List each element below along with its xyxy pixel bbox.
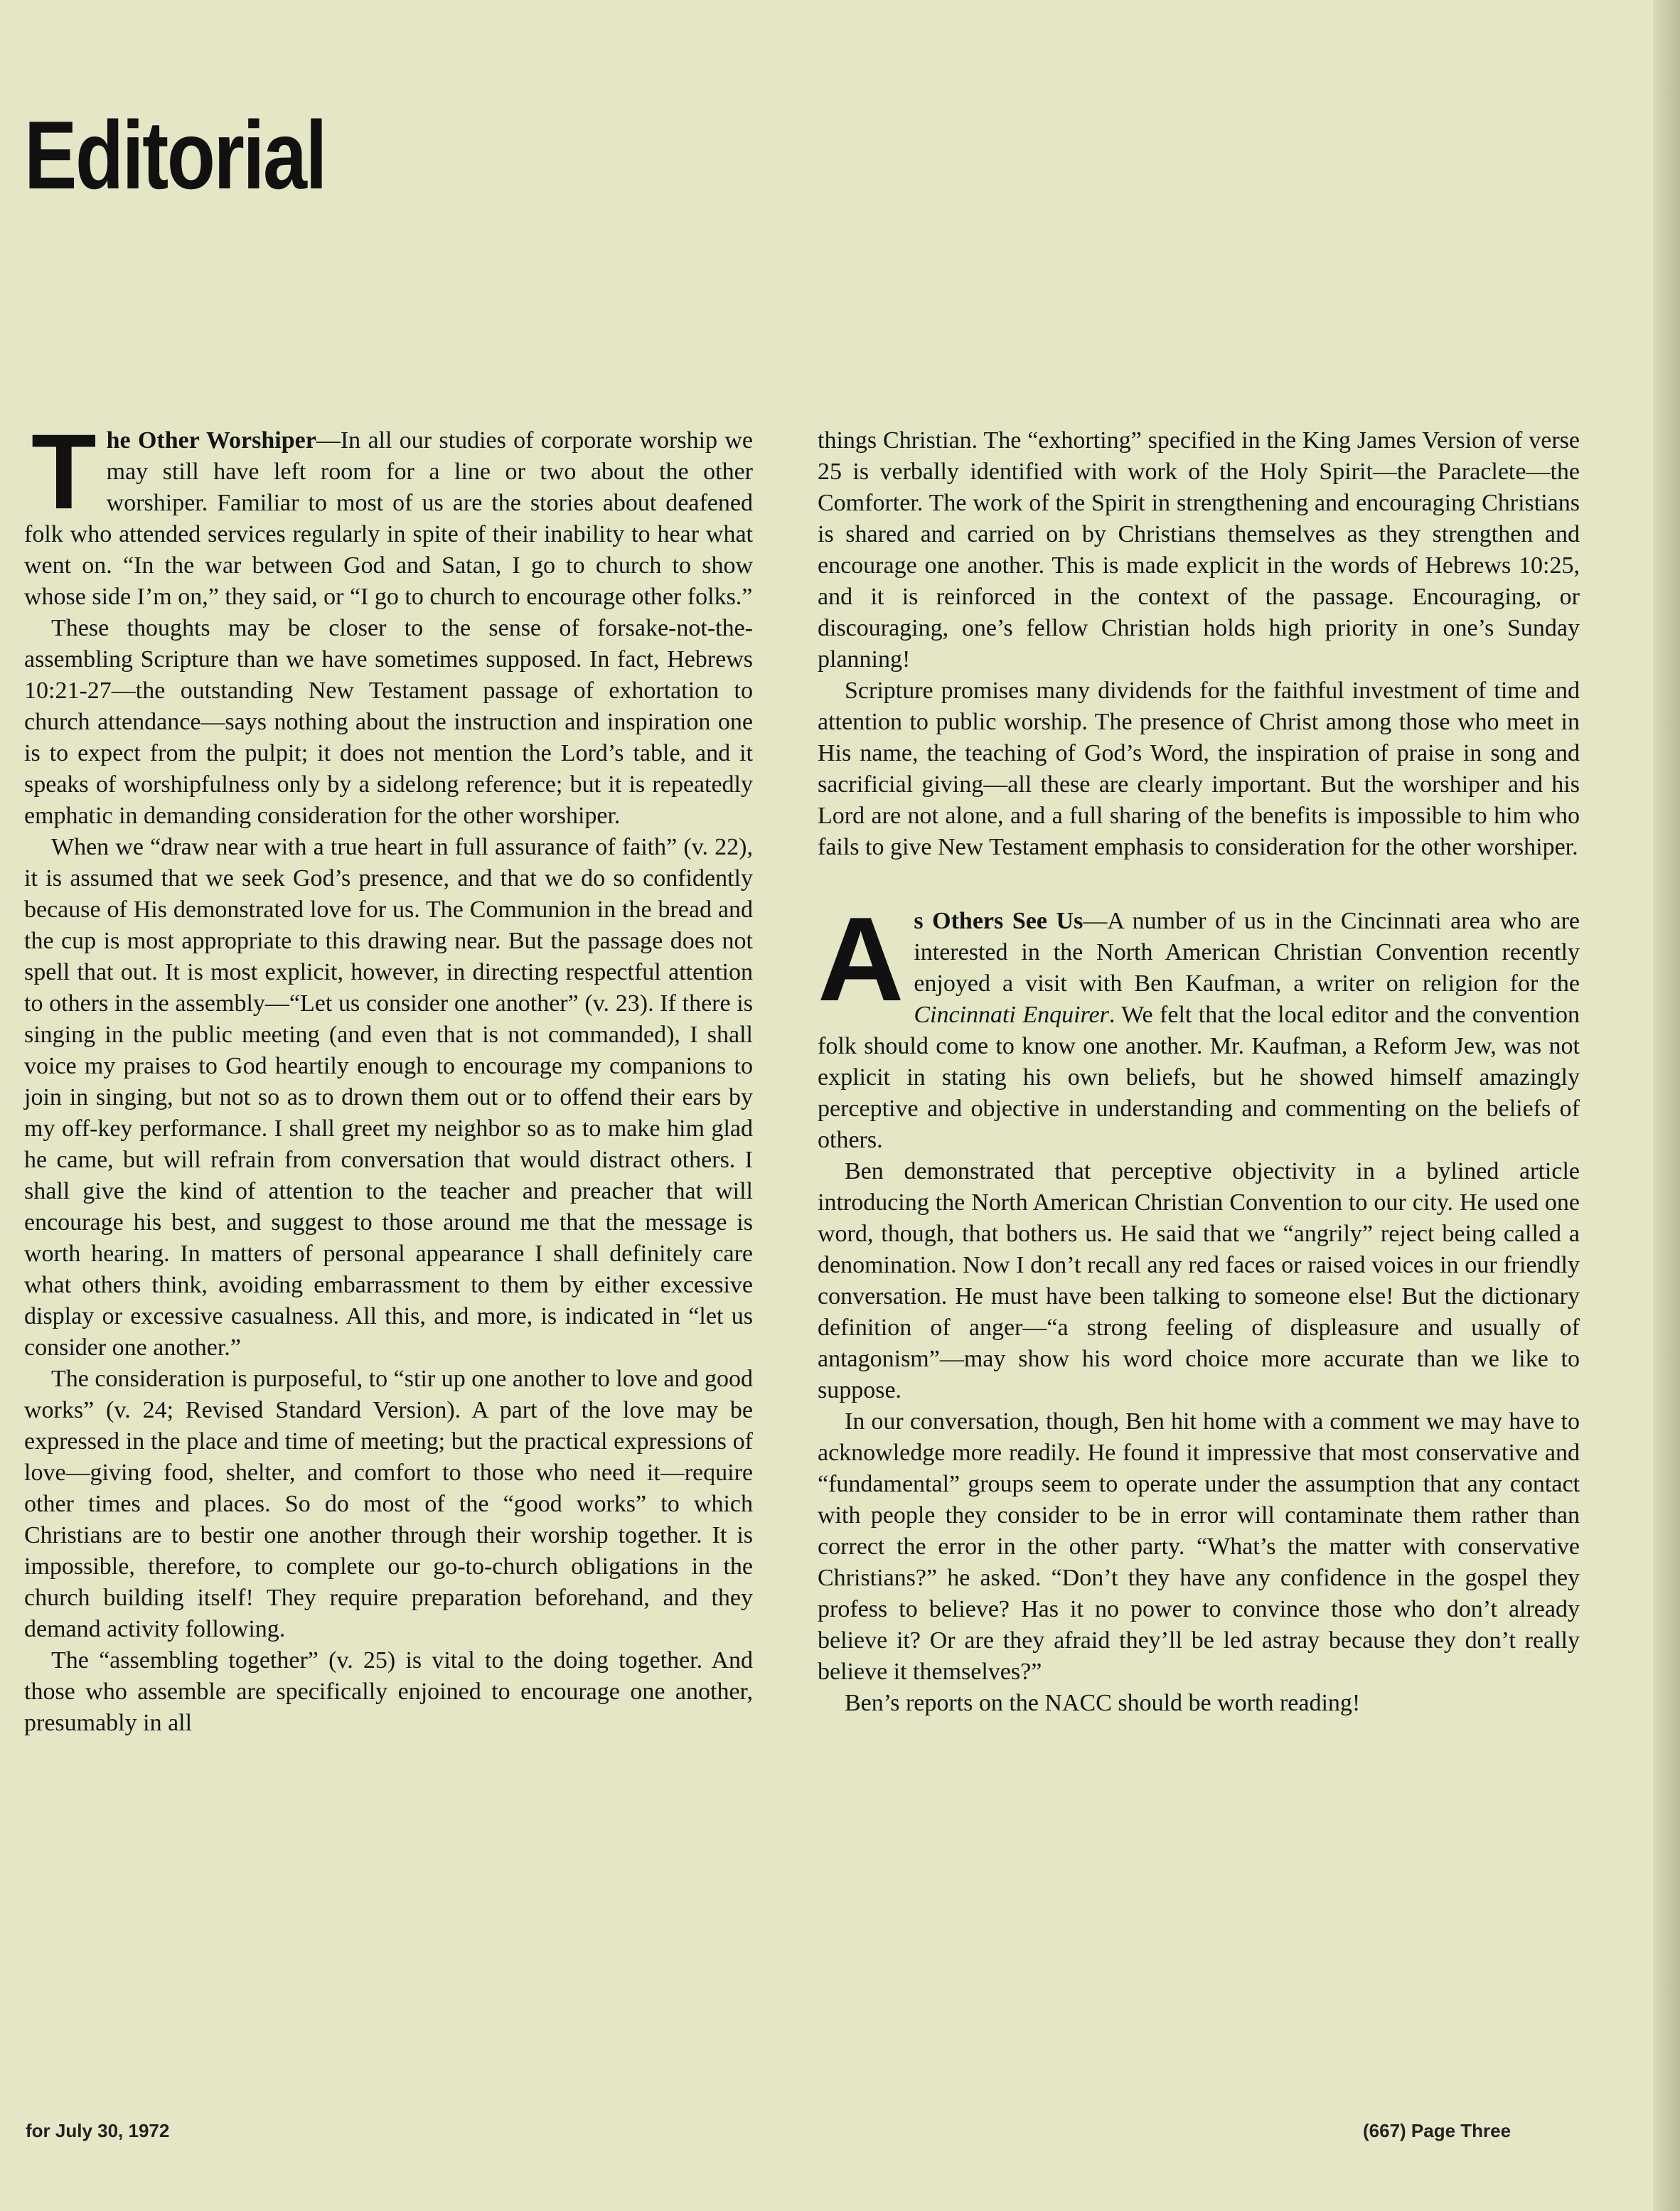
- body-paragraph: things Christian. The “exhorting” specified in the King James Version of verse 25 is verbally identified with work of the Holy Spirit—the Paraclete—the Comforter. The work of the Spirit in strengthening and encouraging Christians is shared and carried on by Christians themselves as they strengthen and encourage one another. This is made explicit in the words of Hebrews 10:25, and it is reinforced in the context of the passage. Encouraging, or discouraging, one’s fellow Christian holds high priority in one’s Sunday planning!: [818, 427, 1580, 673]
- section-others-see-us-lead: [818, 892, 1580, 1156]
- body-paragraph: Ben demonstrated that perceptive objectivity in a bylined article introducing the North American Christian Convention to our city. He used one word, though, that bothers us. He said that we “angrily” reject being called a denomination. Now I don’t recall any red faces or raised voices in our friendly conversation. He must have been talking to someone else! But the dictionary definition of anger—“a strong feeling of displeasure and usually of antagonism”—may show his word choice more accurate than we like to suppose.: [818, 1158, 1580, 1403]
- right-column: [818, 425, 1580, 1719]
- drop-cap-a: A: [818, 892, 904, 1026]
- section-other-worshiper-lead: [24, 412, 753, 613]
- body-paragraph: Ben’s reports on the NACC should be worth reading!: [845, 1690, 1361, 1716]
- section-title-others-see-us: s Others See Us: [914, 908, 1084, 934]
- section-divider-space: [818, 863, 1580, 906]
- footer-page-number: (667) Page Three: [1363, 2120, 1512, 2141]
- drop-cap-t: T: [31, 412, 97, 531]
- newspaper-name: Cincinnati Enquirer: [914, 1002, 1109, 1028]
- body-paragraph: These thoughts may be closer to the sense of forsake-not-the-assembling Scripture than we have sometimes supposed. In fact, Hebrews 10:21-27—the outstanding New Testament passage of exhortation to church attendance—says nothing about the instruction and inspiration one is to expect from the pulpit; it does not mention the Lord’s table, and it speaks of worshipfulness only by a sidelong reference; but it is repeatedly emphatic in demanding consideration for the other worshiper.: [24, 615, 753, 829]
- section-lead-text: —A number of us in the Cincinnati area who are interested in the North American Christian Convention recently enjoyed a visit with Ben Kaufman, a writer on religion for the: [914, 908, 1580, 997]
- body-paragraph: In our conversation, though, Ben hit home with a comment we may have to acknowledge more readily. He found it impressive that most conservative and “fundamental” groups seem to operate under the assumption that any contact with people they consider to be in error will contaminate them rather than correct the error in the other party. “What’s the matter with conservative Christians?” he asked. “Don’t they have any confidence in the gospel they profess to believe? Has it no power to convince those who don’t already believe it? Or are they afraid they’ll be led astray because they don’t really believe it themselves?”: [818, 1408, 1580, 1685]
- page-title: Editorial: [24, 101, 326, 209]
- section-lead-text: —In all our studies of corporate worship we may still have left room for a line or two about the other worshiper. Familiar to most of us are the stories about deafened folk who attended services regularly in spite of their inability to hear what went on. “In the war between God and Satan, I go to church to show whose side I’m on,” they said, or “I go to church to encourage other folks.”: [24, 427, 753, 610]
- body-paragraph: When we “draw near with a true heart in full assurance of faith” (v. 22), it is assumed that we seek God’s presence, and that we do so confidently because of His demonstrated love for us. The Communion in the bread and the cup is most appropriate to this drawing near. But the passage does not spell that out. It is most explicit, however, in directing respectful attention to others in the assembly—“Let us consider one another” (v. 23). If there is singing in the public meeting (and even that is not commanded), I shall voice my praises to God heartily enough to encourage my companions to join in singing, but not so as to drown them out or to offend their ears by my off-key performance. I shall greet my neighbor so as to make him glad he came, but will refrain from conversation that would distract others. I shall give the kind of attention to the teacher and preacher that will encourage his best, and suggest to those around me that the message is worth hearing. In matters of personal appearance I shall definitely care what others think, avoiding embarrassment to them by either excessive display or excessive casualness. All this, and more, is indicated in “let us consider one another.”: [24, 834, 753, 1361]
- left-column: [24, 412, 753, 1739]
- page-spine-shadow: [1653, 0, 1680, 2211]
- body-paragraph: The consideration is purposeful, to “stir up one another to love and good works” (v. 24; Revised Standard Version). A part of the love may be expressed in the place and time of meeting; but the practical expressions of love—giving food, shelter, and comfort to those who need it—require other times and places. So do most of the “good works” to which Christians are to bestir one another through their worship together. It is impossible, therefore, to complete our go-to-church obligations in the church building itself! They require preparation beforehand, and they demand activity following.: [24, 1366, 753, 1642]
- footer-issue-date: for July 30, 1972: [26, 2120, 170, 2141]
- section-lead-text-cont: . We felt that the local editor and the convention folk should come to know one another. Mr. Kaufman, a Reform Jew, was not explicit in stating his own beliefs, but he showed himself amazingly perceptive and objective in understanding and commenting on the beliefs of others.: [818, 1002, 1580, 1153]
- section-title-other-worshiper: he Other Worshiper: [106, 427, 316, 454]
- body-paragraph: Scripture promises many dividends for the faithful investment of time and attention to public worship. The presence of Christ among those who meet in His name, the teaching of God’s Word, the inspiration of praise in song and sacrificial giving—all these are clearly important. But the worshiper and his Lord are not alone, and a full sharing of the benefits is impossible to him who fails to give New Testament emphasis to consideration for the other worshiper.: [818, 678, 1580, 860]
- body-paragraph: The “assembling together” (v. 25) is vital to the doing together. And those who assemble are specifically enjoined to encourage one another, presumably in all: [24, 1647, 753, 1736]
